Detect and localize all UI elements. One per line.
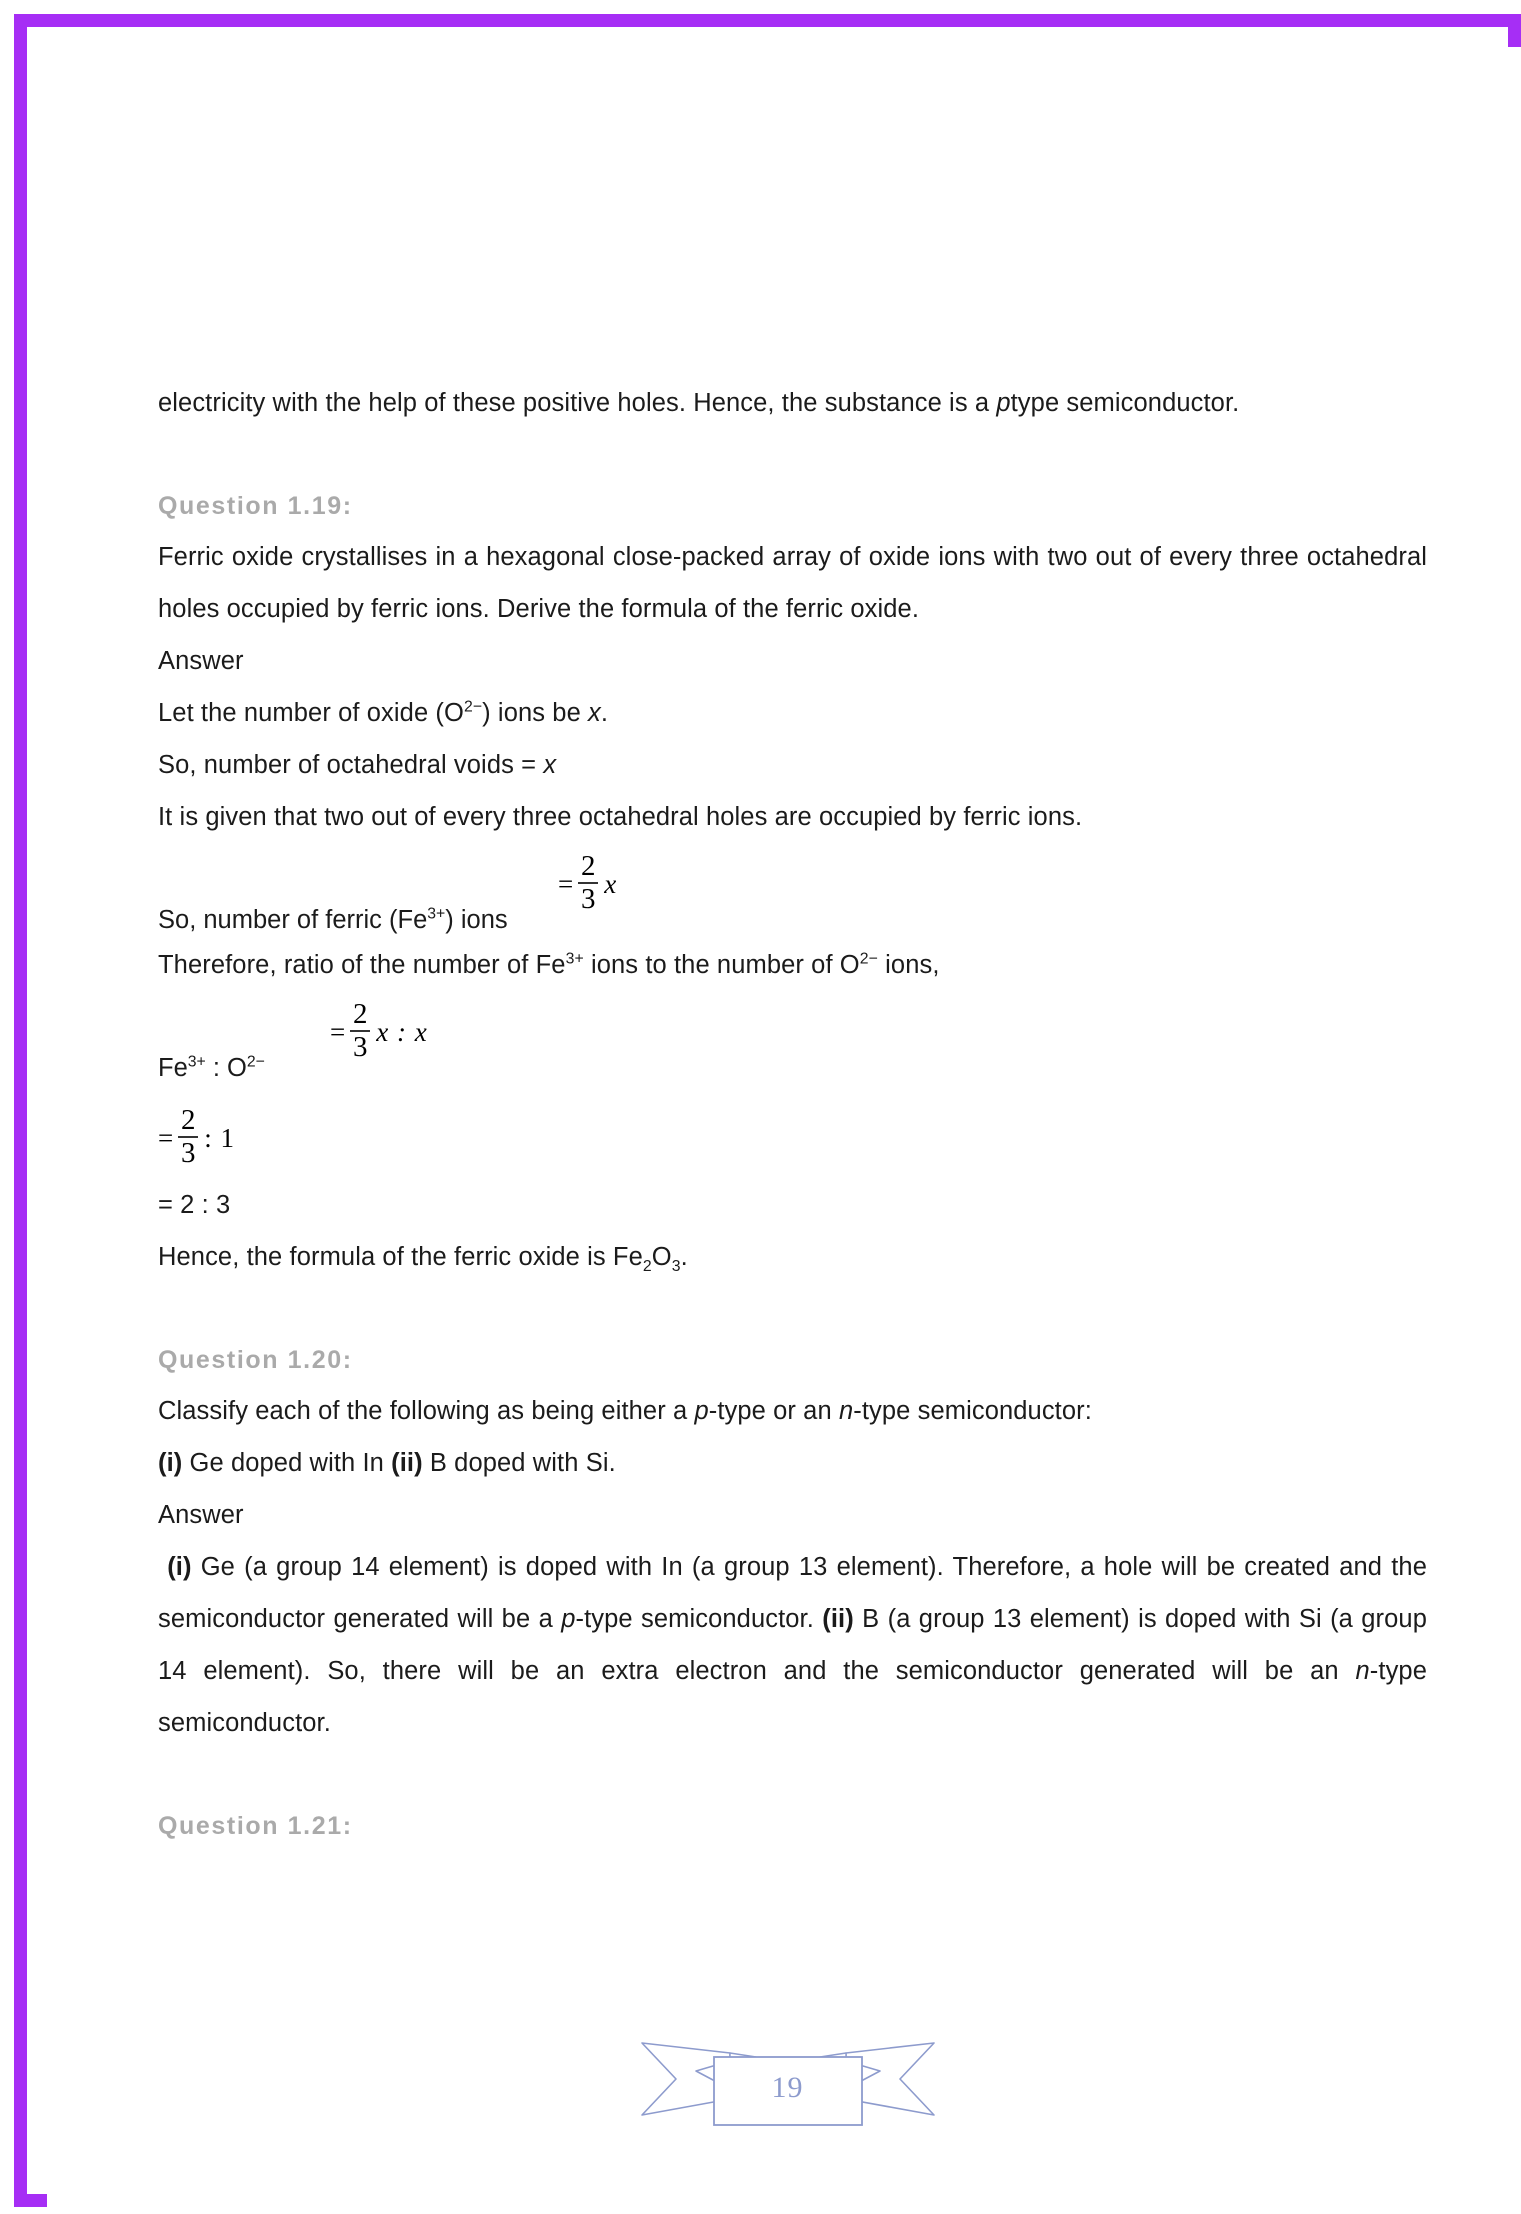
page-number: 19 <box>771 2071 804 2104</box>
therefore-text-c: ions, <box>877 951 940 979</box>
fraction-two-thirds-x-colon-x <box>330 998 428 1063</box>
ratio-label-fe: Fe <box>158 1054 188 1082</box>
oxide-text-b: ) ions be <box>482 699 589 727</box>
voids-text: So, number of octahedral voids = <box>158 751 544 779</box>
intro-italic-p: p <box>996 389 1011 417</box>
question-heading-1-20: Question 1.20: <box>158 1346 353 1374</box>
therefore-text-b: ions to the number of O <box>583 951 860 979</box>
ferric-charge-sup: 3+ <box>427 905 446 923</box>
given-statement-line: It is given that two out of every three octahedral holes are occupied by ferric ions. <box>158 803 1083 831</box>
fraction-numerator: 2 <box>580 850 596 883</box>
ferric-label-a: So, number of ferric (Fe <box>158 906 428 934</box>
simplified-fraction-expression <box>158 1104 235 1169</box>
answer-italic-n: n <box>1355 1657 1370 1685</box>
fraction-denominator: 3 <box>180 1137 196 1169</box>
intro-text-line2: semiconductor. <box>1066 389 1240 417</box>
fraction-tail-one: : 1 <box>204 1122 235 1153</box>
question-heading-1-21: Question 1.21: <box>158 1812 353 1840</box>
oxide-ions-line <box>158 687 1427 739</box>
q20-italic-p: p <box>694 1397 709 1425</box>
answer-text-part2: -type semiconductor. <box>575 1605 823 1633</box>
answer-text-part4: -type semiconductor. <box>158 1657 1427 1737</box>
conclusion-text-b: O <box>651 1243 672 1271</box>
fraction-numerator: 2 <box>352 998 368 1031</box>
fraction <box>178 1106 198 1168</box>
ratio-o-charge-sup: 2− <box>246 1053 265 1071</box>
page-footer <box>47 2007 1521 2167</box>
question-options-1-20 <box>158 1437 1427 1489</box>
conclusion-text-c: . <box>680 1243 688 1271</box>
spacer <box>158 1749 1427 1801</box>
equals-sign: = <box>158 1122 174 1153</box>
spacer <box>158 429 1427 481</box>
ratio-label <box>158 1054 265 1083</box>
voids-variable-x: x <box>543 751 557 779</box>
intro-paragraph <box>158 377 1427 429</box>
ratio-fe-charge-sup: 3+ <box>187 1053 206 1071</box>
answer-marker-ii: (ii) <box>822 1605 854 1633</box>
answer-label-1-20: Answer <box>158 1501 244 1529</box>
equals-sign: = <box>330 1016 346 1047</box>
fraction <box>350 1000 370 1062</box>
fe-subscript: 2 <box>642 1258 652 1276</box>
ratio-label-o: : O <box>205 1054 247 1082</box>
o-subscript: 3 <box>671 1258 681 1276</box>
therefore-ratio-line <box>158 939 1427 991</box>
answer-marker-i: (i) <box>167 1553 192 1581</box>
o-charge-sup: 2− <box>859 950 878 968</box>
fraction-tail-ratio: x : x <box>376 1016 428 1047</box>
answer-text-part1: Ge (a group 14 element) is doped with In (a group 13 element). Therefore, a hole will be created and the semiconductor generated will be a <box>158 1553 1428 1633</box>
q20-text-b: -type or an <box>708 1397 839 1425</box>
fraction-denominator: 3 <box>352 1031 368 1063</box>
option-text-ii: B doped with Si. <box>422 1449 616 1477</box>
oxide-variable-x: x <box>588 699 601 727</box>
footer-ribbon <box>638 2027 938 2137</box>
oxide-text-a: Let the number of oxide (O <box>158 699 464 727</box>
oxide-charge-sup: 2− <box>463 698 483 716</box>
conclusion-text-a: Hence, the formula of the ferric oxide is Fe <box>158 1243 643 1271</box>
q20-text-a: Classify each of the following as being either a <box>158 1397 695 1425</box>
conclusion-line-1-19 <box>158 1231 1427 1283</box>
fraction-two-thirds-colon-one <box>158 1104 235 1169</box>
ferric-ions-math-row <box>158 843 1427 939</box>
question-text-1-19: Ferric oxide crystallises in a hexagonal close-packed array of oxide ions with two out of every three octahedral holes occupied by ferric ions. Derive the formula of the ferric oxide. <box>158 543 1427 623</box>
fraction-numerator: 2 <box>180 1104 196 1137</box>
ferric-fraction-expression <box>558 850 618 915</box>
oxide-text-c: . <box>600 699 609 727</box>
ratio-math-row <box>158 991 1427 1087</box>
equals-sign: = <box>558 868 574 899</box>
q20-text-c: -type semiconductor: <box>853 1397 1092 1425</box>
page-decorative-border <box>14 14 1521 2207</box>
fraction <box>578 852 598 914</box>
option-marker-ii: (ii) <box>391 1449 423 1477</box>
ratio-fraction-expression <box>330 998 428 1063</box>
fraction-two-thirds-x <box>558 850 618 915</box>
ferric-label-b: ) ions <box>445 906 508 934</box>
question-text-1-20 <box>158 1385 1427 1437</box>
therefore-text-a: Therefore, ratio of the number of Fe <box>158 951 566 979</box>
page-canvas <box>47 47 1521 2214</box>
final-ratio-line: = 2 : 3 <box>158 1191 231 1219</box>
answer-label-1-19: Answer <box>158 647 244 675</box>
spacer <box>158 1283 1427 1335</box>
simplified-ratio-row <box>158 1087 1427 1179</box>
answer-italic-p: p <box>561 1605 576 1633</box>
option-text-i: Ge doped with In <box>182 1449 392 1477</box>
ferric-ions-label <box>158 906 508 935</box>
intro-text-a: electricity with the help of these positive holes. Hence, the substance is a <box>158 389 997 417</box>
fraction-tail-variable: x <box>604 868 618 899</box>
document-content <box>158 377 1427 1851</box>
octahedral-voids-line <box>158 739 1427 791</box>
q20-italic-n: n <box>838 1397 854 1425</box>
answer-text-1-20 <box>158 1541 1427 1749</box>
answer-text-part3: B (a group 13 element) is doped with Si (a group 14 element). So, there will be an extra electron and the semiconductor generated will be an <box>158 1605 1427 1685</box>
intro-text-b: type <box>1010 389 1060 417</box>
option-marker-i: (i) <box>158 1449 183 1477</box>
fraction-denominator: 3 <box>580 883 596 915</box>
fe-charge-sup: 3+ <box>565 950 584 968</box>
question-heading-1-19: Question 1.19: <box>158 492 353 520</box>
